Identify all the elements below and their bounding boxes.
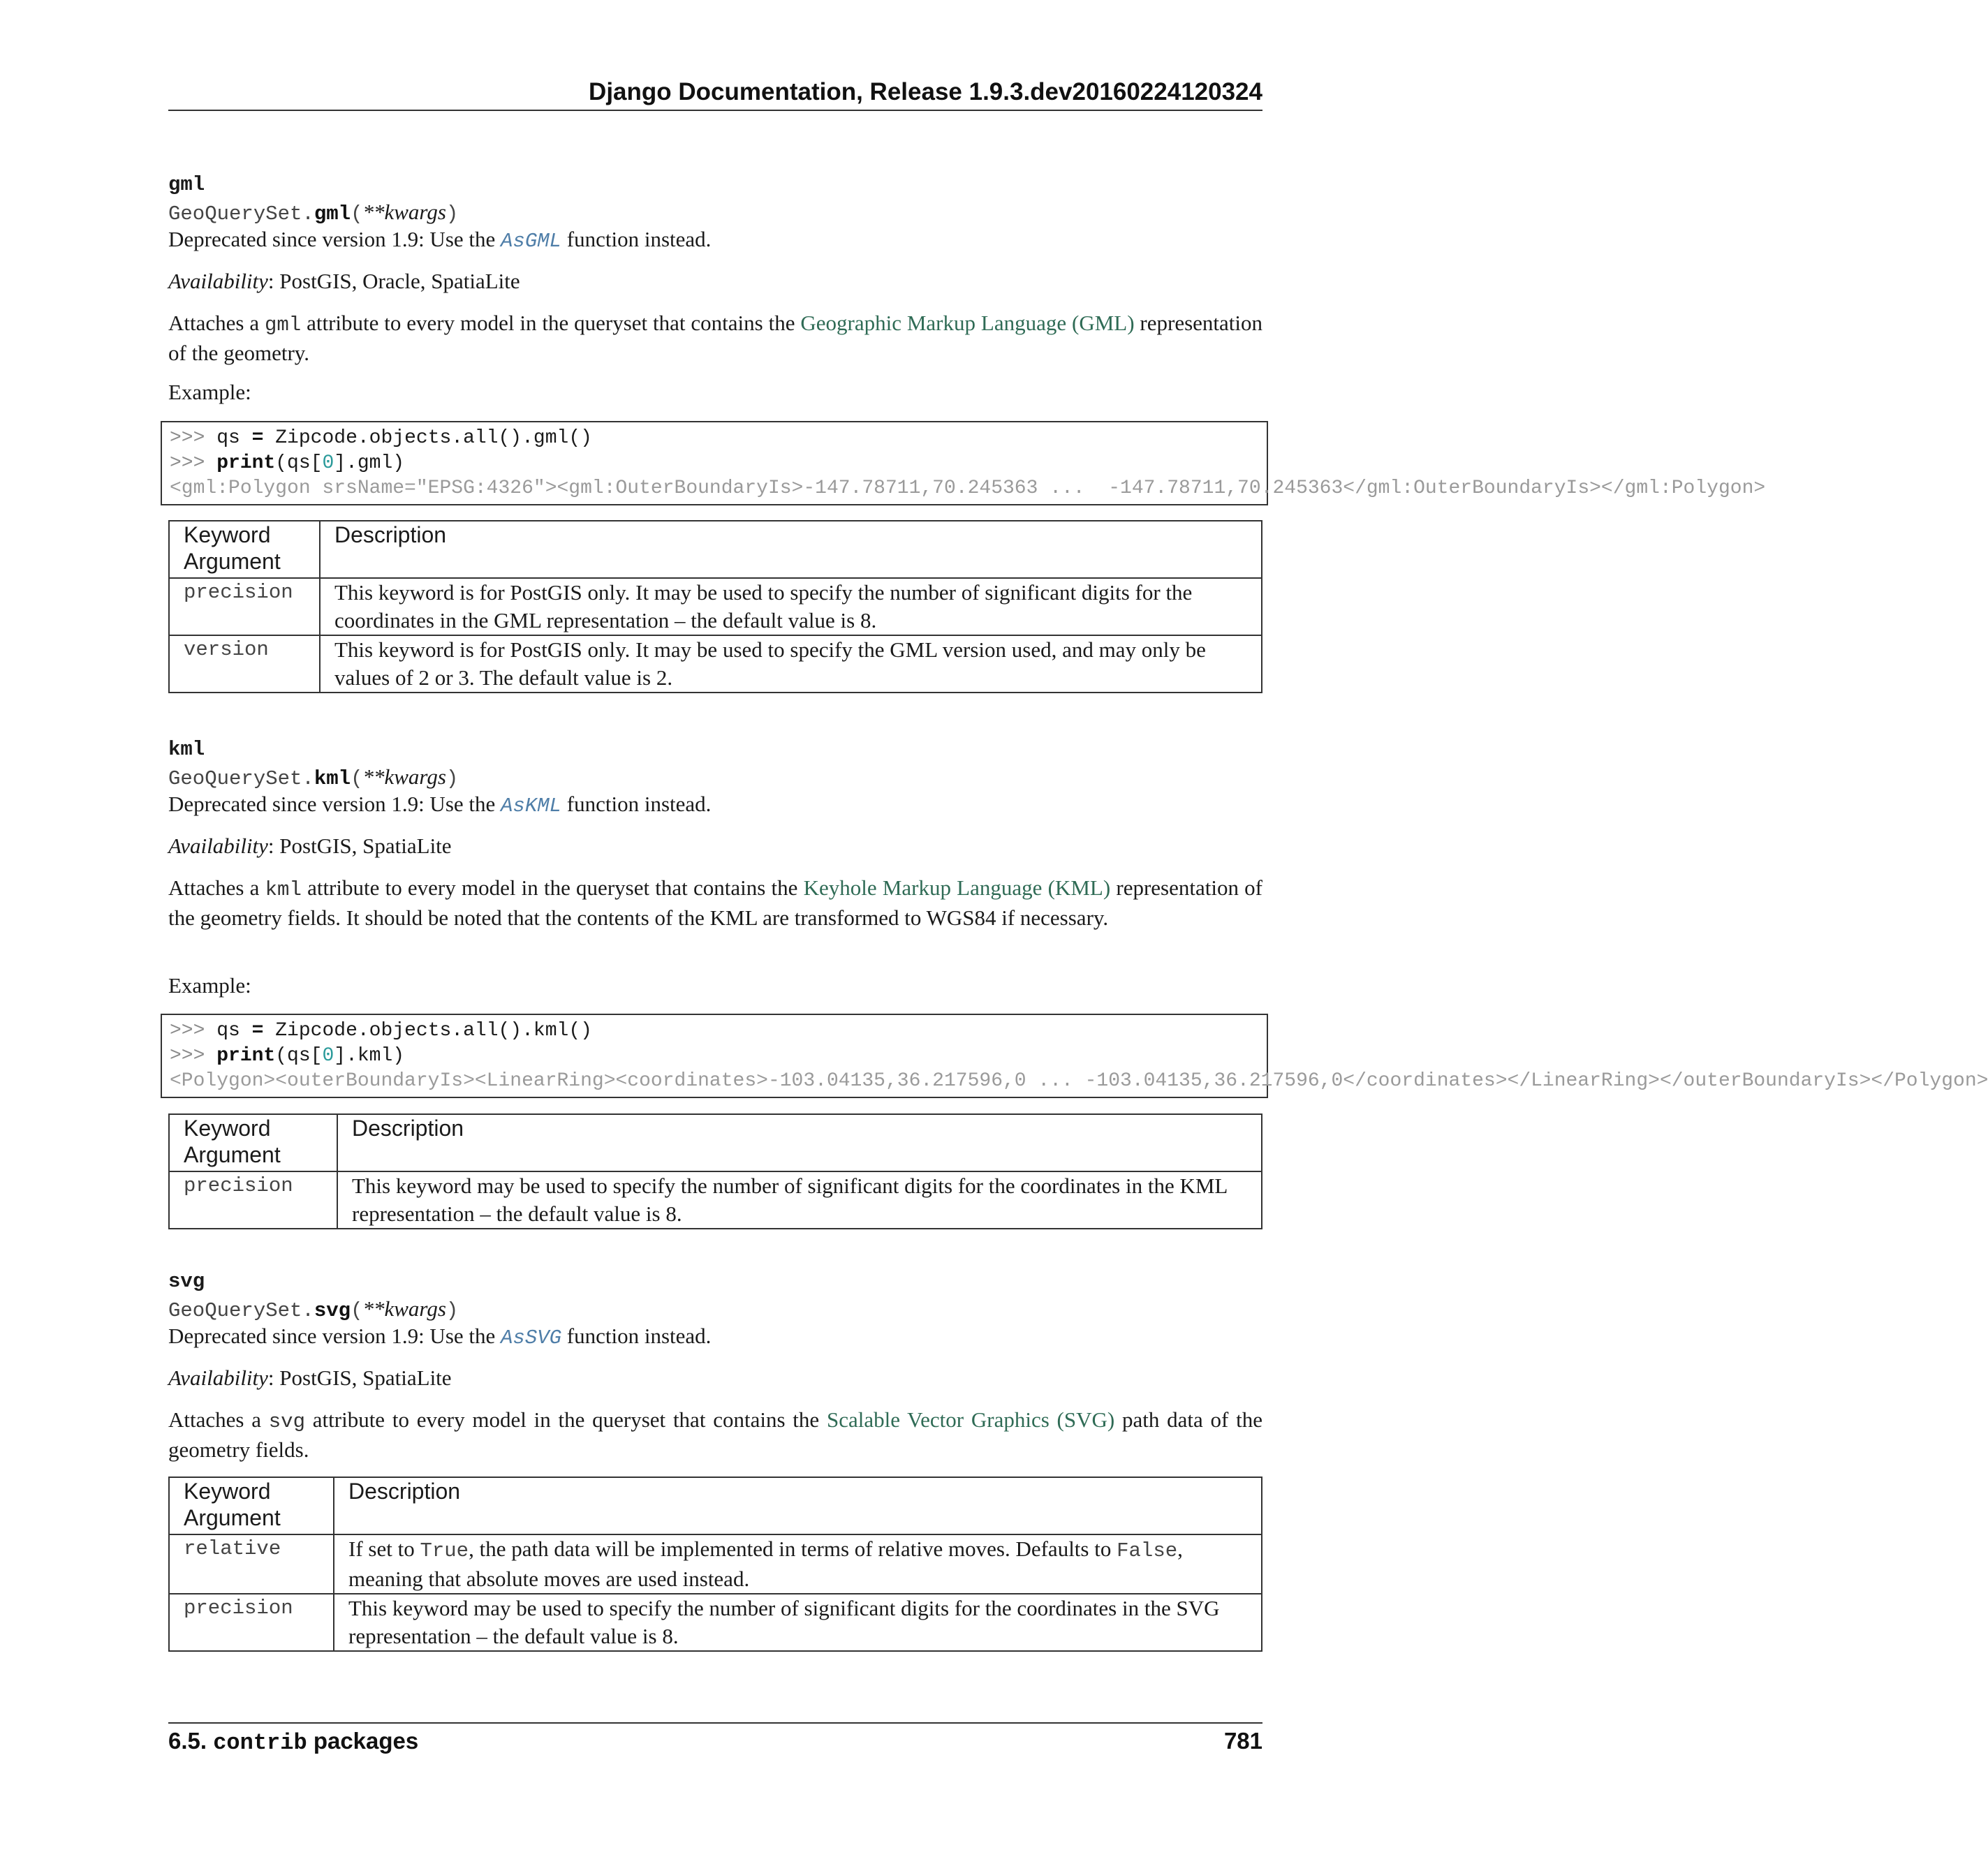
table-row xyxy=(169,1594,1262,1651)
header-rule xyxy=(168,110,1262,111)
signature-arg: **kwargs xyxy=(362,764,446,789)
table-header-row xyxy=(169,521,1262,578)
signature-arg: **kwargs xyxy=(362,200,446,224)
assvg-link[interactable]: AsSVG xyxy=(501,1326,562,1349)
code-example-kml xyxy=(161,1014,1988,1098)
signature-class: GeoQuerySet. xyxy=(168,767,314,790)
keyword-table-kml xyxy=(168,1113,1262,1229)
table-cell-argument: precision xyxy=(169,1171,337,1229)
svg-spec-link[interactable]: Scalable Vector Graphics (SVG) xyxy=(826,1407,1115,1432)
signature-arg: **kwargs xyxy=(362,1296,446,1321)
signature-class: GeoQuerySet. xyxy=(168,202,314,225)
keyword-table-svg xyxy=(168,1477,1262,1652)
description-gml: Attaches a gml attribute to every model in the queryset that contains the Geographic Markup Language (GML) representation of the geometry. xyxy=(168,311,1263,365)
description-svg: Attaches a svg attribute to every model in the queryset that contains the Scalable Vector Graphics (SVG) path data of the geometry fields. xyxy=(168,1407,1263,1462)
gml-spec-link[interactable]: Geographic Markup Language (GML) xyxy=(800,311,1135,335)
keyword-table-gml xyxy=(168,520,1262,693)
example-label-kml: Example: xyxy=(168,973,251,998)
code-output-line: <Polygon><outerBoundaryIs><LinearRing><coordinates>-103.04135,36.217596,0 ... -103.04135,36.217596,0</coordinates></LinearRing></outerBoundaryIs></Polygon> xyxy=(170,1070,1988,1092)
signature-method: svg xyxy=(314,1299,351,1322)
section-heading-kml: kml xyxy=(168,738,205,761)
availability-kml: Availability: PostGIS, SpatiaLite xyxy=(168,834,452,858)
availability-gml: Availability: PostGIS, Oracle, SpatiaLite xyxy=(168,269,520,293)
code-line: >>> print(qs[0].kml) xyxy=(170,1045,405,1067)
example-label-gml: Example: xyxy=(168,380,251,404)
kml-spec-link[interactable]: Keyhole Markup Language (KML) xyxy=(803,875,1111,900)
code-line: >>> qs = Zipcode.objects.all().gml() xyxy=(170,427,592,449)
table-header-row xyxy=(169,1477,1262,1534)
table-header-argument: Keyword Argument xyxy=(169,1477,334,1534)
deprecation-note-gml: Deprecated since version 1.9: Use the AsGML function instead. xyxy=(168,227,712,253)
table-cell-argument: relative xyxy=(169,1534,334,1594)
header-title: Django Documentation, Release 1.9.3.dev20160224120324 xyxy=(589,78,1262,105)
table-row xyxy=(169,578,1262,635)
code-line: >>> print(qs[0].gml) xyxy=(170,452,405,474)
table-header-argument: Keyword Argument xyxy=(169,521,320,578)
table-row xyxy=(169,1171,1262,1229)
askml-link[interactable]: AsKML xyxy=(501,794,562,817)
footer-rule xyxy=(168,1722,1262,1724)
signature-method: kml xyxy=(314,767,351,790)
code-output-line: <gml:Polygon srsName="EPSG:4326"><gml:OuterBoundaryIs>-147.78711,70.245363 ... -147.78711,70.245363</gml:OuterBoundaryIs></gml:Polygon> xyxy=(170,478,1766,499)
table-header-argument: Keyword Argument xyxy=(169,1114,337,1171)
table-cell-argument: version xyxy=(169,635,320,693)
table-header-description: Description xyxy=(337,1114,1262,1171)
table-cell-description: This keyword may be used to specify the number of significant digits for the coordinates in the KML representation – the default value is 8. xyxy=(337,1171,1262,1229)
table-header-description: Description xyxy=(334,1477,1262,1534)
deprecation-note-svg: Deprecated since version 1.9: Use the AsSVG function instead. xyxy=(168,1324,712,1349)
table-header-description: Description xyxy=(320,521,1262,578)
table-cell-argument: precision xyxy=(169,1594,334,1651)
table-cell-description: If set to True, the path data will be implemented in terms of relative moves. Defaults to False, meaning that absolute moves are used instead. xyxy=(334,1534,1262,1594)
section-heading-svg: svg xyxy=(168,1270,205,1293)
signature-class: GeoQuerySet. xyxy=(168,1299,314,1322)
method-signature-svg: GeoQuerySet.svg(**kwargs) xyxy=(168,1296,459,1322)
table-cell-description: This keyword is for PostGIS only. It may be used to specify the number of significant digits for the coordinates in the GML representation – the default value is 8. xyxy=(320,578,1262,635)
table-cell-description: This keyword may be used to specify the number of significant digits for the coordinates in the SVG representation – the default value is 8. xyxy=(334,1594,1262,1651)
method-signature-gml: GeoQuerySet.gml(**kwargs) xyxy=(168,200,459,225)
asgml-link[interactable]: AsGML xyxy=(501,230,562,253)
table-cell-description: This keyword is for PostGIS only. It may be used to specify the GML version used, and may only be values of 2 or 3. The default value is 2. xyxy=(320,635,1262,693)
signature-method: gml xyxy=(314,202,351,225)
page-number: 781 xyxy=(1223,1728,1262,1754)
section-heading-gml: gml xyxy=(168,173,205,196)
method-signature-kml: GeoQuerySet.kml(**kwargs) xyxy=(168,764,459,790)
table-row xyxy=(169,635,1262,693)
deprecation-note-kml: Deprecated since version 1.9: Use the AsKML function instead. xyxy=(168,792,712,817)
code-line: >>> qs = Zipcode.objects.all().kml() xyxy=(170,1020,592,1042)
table-cell-argument: precision xyxy=(169,578,320,635)
availability-svg: Availability: PostGIS, SpatiaLite xyxy=(168,1366,452,1390)
description-kml: Attaches a kml attribute to every model in the queryset that contains the Keyhole Markup Language (KML) representation of the geometry fields. It should be noted that the contents of the KML are transformed to WGS84 if necessary. xyxy=(168,875,1262,930)
table-header-row xyxy=(169,1114,1262,1171)
table-row xyxy=(169,1534,1262,1594)
code-example-gml xyxy=(161,421,1766,505)
footer-section-title: 6.5. contrib packages xyxy=(168,1728,419,1756)
